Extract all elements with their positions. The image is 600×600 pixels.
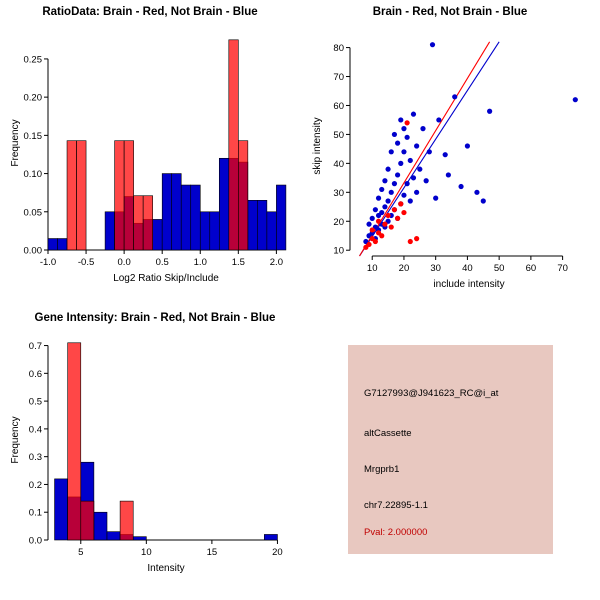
svg-text:0.0: 0.0 (28, 535, 42, 547)
svg-text:80: 80 (333, 43, 344, 55)
info-gene: Mrgprb1 (364, 464, 400, 475)
panel-hist-gene (0, 312, 300, 600)
info-pval: Pval: 2.000000 (364, 527, 428, 538)
svg-text:20: 20 (272, 547, 283, 558)
svg-text:0.05: 0.05 (23, 207, 42, 219)
info-event: altCassette (364, 428, 412, 439)
hist-gene-title: Gene Intensity: Brain - Red, Not Brain - Blue (34, 312, 276, 324)
svg-text:10: 10 (141, 547, 152, 558)
svg-text:20: 20 (333, 216, 344, 228)
svg-text:70: 70 (333, 72, 344, 84)
svg-text:-1.0: -1.0 (39, 257, 57, 268)
info-probe: G7127993@J941623_RC@i_at (364, 388, 499, 399)
svg-text:0.10: 0.10 (23, 169, 42, 181)
svg-text:20: 20 (398, 263, 410, 274)
scatter-title: Brain - Red, Not Brain - Blue (372, 6, 528, 18)
svg-text:0.5: 0.5 (28, 396, 42, 408)
svg-text:0.5: 0.5 (155, 257, 169, 268)
svg-text:1.0: 1.0 (193, 257, 207, 268)
svg-text:Frequency: Frequency (10, 119, 21, 167)
scatter-plot (300, 18, 600, 298)
svg-text:50: 50 (333, 129, 344, 141)
svg-text:0.2: 0.2 (28, 479, 42, 491)
panel-hist-ratio (0, 6, 300, 306)
svg-text:0.4: 0.4 (28, 424, 42, 436)
svg-text:10: 10 (366, 263, 378, 274)
svg-text:70: 70 (557, 263, 568, 274)
svg-text:10: 10 (333, 245, 344, 257)
svg-text:Intensity: Intensity (147, 563, 185, 574)
info-panel (348, 345, 553, 554)
svg-text:0.1: 0.1 (28, 507, 42, 519)
svg-text:30: 30 (333, 187, 344, 199)
hist-gene-plot (0, 324, 300, 592)
svg-text:50: 50 (493, 263, 505, 274)
svg-text:Log2 Ratio Skip/Include: Log2 Ratio Skip/Include (113, 273, 219, 284)
svg-text:skip intensity: skip intensity (312, 117, 323, 175)
svg-text:0.0: 0.0 (117, 257, 131, 268)
hist-ratio-plot (0, 18, 300, 298)
svg-text:30: 30 (430, 263, 441, 274)
svg-text:60: 60 (525, 263, 537, 274)
svg-text:5: 5 (78, 547, 84, 558)
svg-text:0.00: 0.00 (23, 245, 42, 257)
svg-text:0.7: 0.7 (28, 341, 42, 353)
hist-ratio-title: RatioData: Brain - Red, Not Brain - Blue (42, 6, 258, 18)
svg-text:Frequency: Frequency (10, 416, 21, 464)
svg-text:0.15: 0.15 (23, 130, 42, 142)
svg-text:-0.5: -0.5 (77, 257, 95, 268)
svg-text:40: 40 (462, 263, 473, 274)
panel-scatter (300, 6, 600, 306)
svg-text:60: 60 (333, 100, 344, 112)
svg-text:15: 15 (206, 547, 218, 558)
svg-text:0.6: 0.6 (28, 368, 42, 380)
svg-text:include intensity: include intensity (433, 279, 505, 290)
svg-text:40: 40 (333, 158, 344, 170)
svg-text:1.5: 1.5 (231, 257, 245, 268)
svg-text:2.0: 2.0 (269, 257, 283, 268)
info-locus: chr7.22895-1.1 (364, 500, 428, 511)
svg-text:0.25: 0.25 (23, 54, 42, 66)
svg-text:0.20: 0.20 (23, 92, 42, 104)
svg-text:0.3: 0.3 (28, 452, 42, 464)
